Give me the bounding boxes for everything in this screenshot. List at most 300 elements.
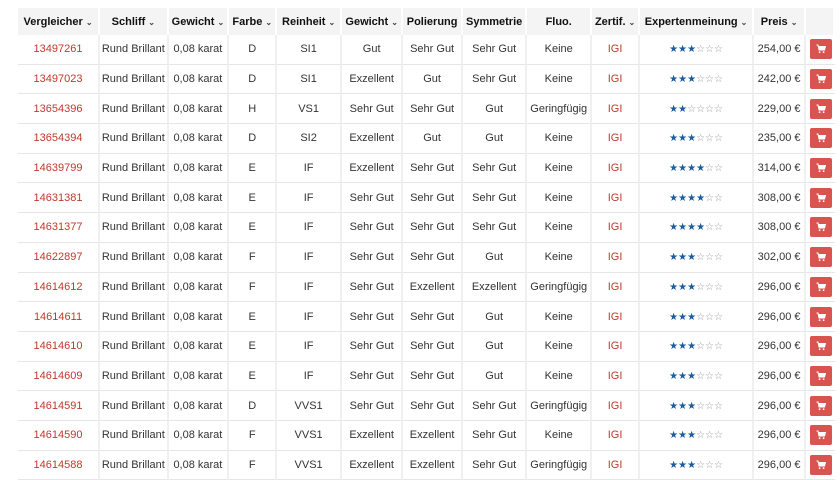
column-header-cut-grade[interactable] [342, 8, 404, 35]
symmetry-cell: Sehr Gut [463, 183, 528, 213]
star-filled-icon: ★ [678, 192, 688, 204]
weight-cell: 0,08 karat [169, 65, 229, 95]
column-header-cut[interactable] [100, 8, 169, 35]
star-empty-icon: ☆ [714, 74, 723, 86]
star-empty-icon: ☆ [696, 74, 706, 86]
clarity-cell: IF [277, 362, 342, 392]
star-empty-icon: ☆ [696, 400, 706, 412]
clarity-cell: SI2 [277, 124, 342, 154]
expert-rating-cell [640, 421, 754, 451]
column-header-price[interactable] [754, 8, 806, 35]
color-cell: E [229, 213, 277, 243]
add-to-cart-button[interactable] [810, 455, 832, 475]
add-to-cart-button[interactable] [810, 128, 832, 148]
expert-rating-cell [640, 451, 754, 480]
color-cell: E [229, 154, 277, 184]
star-empty-icon: ☆ [687, 103, 697, 115]
symmetry-cell: Gut [463, 332, 528, 362]
shopping-cart-icon [816, 133, 826, 143]
column-header-polish [403, 8, 462, 35]
expert-rating-cell [640, 35, 754, 65]
color-cell: F [229, 243, 277, 273]
expert-rating-cell [640, 65, 754, 95]
table-row[interactable] [18, 302, 835, 332]
polish-cell: Sehr Gut [403, 243, 462, 273]
action-cell [806, 273, 835, 303]
star-empty-icon: ☆ [696, 281, 706, 293]
certificate-link[interactable]: IGI [592, 332, 640, 362]
column-header-certificate[interactable] [592, 8, 640, 35]
column-header-label: Schliff [111, 15, 146, 28]
add-to-cart-button[interactable] [810, 366, 832, 386]
fluorescence-cell: Geringfügig [527, 273, 592, 303]
star-filled-icon: ★ [678, 311, 688, 323]
symmetry-cell: Exzellent [463, 273, 528, 303]
comparator-id-link[interactable]: 14614609 [18, 362, 100, 392]
table-row[interactable] [18, 35, 835, 65]
weight-cell: 0,08 karat [169, 302, 229, 332]
comparator-id-link[interactable]: 14631381 [18, 183, 100, 213]
comparator-id-link[interactable]: 14614611 [18, 302, 100, 332]
star-filled-icon: ★ [687, 459, 697, 471]
polish-cell: Sehr Gut [403, 183, 462, 213]
sort-caret-icon[interactable]: ⌄ [265, 17, 273, 27]
star-empty-icon: ☆ [705, 459, 714, 471]
star-empty-icon: ☆ [714, 222, 723, 234]
symmetry-cell: Sehr Gut [463, 35, 528, 65]
cut-cell: Rund Brillant [100, 391, 169, 421]
star-empty-icon: ☆ [714, 192, 723, 204]
color-cell: F [229, 273, 277, 303]
star-rating [669, 371, 723, 382]
add-to-cart-button[interactable] [810, 69, 832, 89]
action-cell [806, 213, 835, 243]
star-empty-icon: ☆ [705, 103, 714, 115]
expert-rating-cell [640, 273, 754, 303]
sort-caret-icon[interactable]: ⌄ [148, 17, 155, 27]
star-rating [669, 163, 723, 174]
star-filled-icon: ★ [687, 192, 697, 204]
color-cell: E [229, 332, 277, 362]
star-rating [669, 44, 723, 55]
star-filled-icon: ★ [678, 281, 688, 293]
column-header-label: Gewicht [345, 15, 389, 28]
star-empty-icon: ☆ [705, 311, 714, 323]
polish-cell: Sehr Gut [403, 391, 462, 421]
comparator-id-link[interactable]: 14614590 [18, 421, 100, 451]
comparator-id-link[interactable]: 13654394 [18, 124, 100, 154]
cut-cell: Rund Brillant [100, 213, 169, 243]
color-cell: F [229, 421, 277, 451]
table-row[interactable] [18, 124, 835, 154]
table-row[interactable] [18, 213, 835, 243]
column-header-clarity[interactable] [277, 8, 342, 35]
cut-cell: Rund Brillant [100, 421, 169, 451]
clarity-cell: IF [277, 243, 342, 273]
column-header-label: Farbe [232, 15, 263, 28]
action-cell [806, 421, 835, 451]
sort-caret-icon[interactable]: ⌄ [628, 17, 636, 27]
polish-cell: Exzellent [403, 421, 462, 451]
sort-caret-icon[interactable]: ⌄ [85, 17, 93, 27]
star-filled-icon: ★ [669, 430, 679, 442]
shopping-cart-icon [816, 371, 826, 381]
star-filled-icon: ★ [669, 341, 679, 353]
certificate-link[interactable]: IGI [592, 273, 640, 303]
star-filled-icon: ★ [687, 163, 697, 175]
clarity-cell: IF [277, 302, 342, 332]
sort-caret-icon[interactable]: ⌄ [740, 17, 748, 27]
star-filled-icon: ★ [687, 281, 697, 293]
cut-cell: Rund Brillant [100, 451, 169, 480]
star-rating [669, 460, 723, 471]
action-cell [806, 65, 835, 95]
table-header-row [18, 8, 835, 35]
star-rating [669, 74, 723, 85]
certificate-link[interactable]: IGI [592, 124, 640, 154]
star-empty-icon: ☆ [696, 341, 706, 353]
star-filled-icon: ★ [678, 252, 688, 264]
fluorescence-cell: Keine [527, 154, 592, 184]
color-cell: E [229, 302, 277, 332]
price-cell: 302,00 € [754, 243, 806, 273]
weight-cell: 0,08 karat [169, 451, 229, 480]
add-to-cart-button[interactable] [810, 188, 832, 208]
star-rating [669, 222, 723, 233]
cut-grade-cell: Sehr Gut [342, 391, 404, 421]
shopping-cart-icon [816, 74, 826, 84]
comparator-id-link[interactable]: 14614591 [18, 391, 100, 421]
action-cell [806, 332, 835, 362]
fluorescence-cell: Keine [527, 213, 592, 243]
star-filled-icon: ★ [669, 44, 679, 56]
shopping-cart-icon [816, 312, 826, 322]
table-row[interactable] [18, 421, 835, 451]
star-rating [669, 252, 723, 263]
shopping-cart-icon [816, 44, 826, 54]
clarity-cell: IF [277, 273, 342, 303]
cut-grade-cell: Sehr Gut [342, 213, 404, 243]
star-rating [669, 430, 723, 441]
symmetry-cell: Sehr Gut [463, 391, 528, 421]
column-header-comparator[interactable] [18, 8, 100, 35]
clarity-cell: IF [277, 213, 342, 243]
clarity-cell: SI1 [277, 65, 342, 95]
star-filled-icon: ★ [678, 341, 688, 353]
certificate-link[interactable]: IGI [592, 302, 640, 332]
cut-grade-cell: Sehr Gut [342, 94, 404, 124]
table-row[interactable] [18, 332, 835, 362]
sort-caret-icon[interactable]: ⌄ [217, 17, 225, 27]
table-row[interactable] [18, 362, 835, 392]
certificate-link[interactable]: IGI [592, 421, 640, 451]
column-header-label: Vergleicher [23, 15, 83, 28]
cut-grade-cell: Sehr Gut [342, 273, 404, 303]
clarity-cell: SI1 [277, 35, 342, 65]
star-filled-icon: ★ [678, 222, 688, 234]
add-to-cart-button[interactable] [810, 217, 832, 237]
star-empty-icon: ☆ [705, 370, 714, 382]
polish-cell: Sehr Gut [403, 94, 462, 124]
comparator-id-link[interactable]: 14622897 [18, 243, 100, 273]
star-filled-icon: ★ [678, 400, 688, 412]
column-header-action [806, 8, 835, 35]
star-empty-icon: ☆ [696, 459, 706, 471]
action-cell [806, 35, 835, 65]
star-filled-icon: ★ [678, 44, 688, 56]
star-filled-icon: ★ [678, 370, 688, 382]
weight-cell: 0,08 karat [169, 391, 229, 421]
weight-cell: 0,08 karat [169, 421, 229, 451]
table-row[interactable] [18, 451, 835, 480]
star-filled-icon: ★ [696, 192, 706, 204]
star-empty-icon: ☆ [714, 341, 723, 353]
star-filled-icon: ★ [669, 252, 679, 264]
price-cell: 296,00 € [754, 451, 806, 480]
action-cell [806, 154, 835, 184]
star-filled-icon: ★ [678, 74, 688, 86]
star-filled-icon: ★ [669, 133, 679, 145]
table-row[interactable] [18, 94, 835, 124]
clarity-cell: VVS1 [277, 421, 342, 451]
action-cell [806, 183, 835, 213]
star-empty-icon: ☆ [705, 222, 714, 234]
star-filled-icon: ★ [669, 74, 679, 86]
expert-rating-cell [640, 124, 754, 154]
star-empty-icon: ☆ [714, 252, 723, 264]
action-cell [806, 451, 835, 480]
sort-caret-icon[interactable]: ⌄ [790, 17, 798, 27]
expert-rating-cell [640, 213, 754, 243]
color-cell: D [229, 35, 277, 65]
certificate-link[interactable]: IGI [592, 243, 640, 273]
comparator-id-link[interactable]: 13497261 [18, 35, 100, 65]
add-to-cart-button[interactable] [810, 158, 832, 178]
cut-grade-cell: Exzellent [342, 421, 404, 451]
weight-cell: 0,08 karat [169, 273, 229, 303]
comparator-id-link[interactable]: 14614612 [18, 273, 100, 303]
star-empty-icon: ☆ [696, 252, 706, 264]
weight-cell: 0,08 karat [169, 94, 229, 124]
star-empty-icon: ☆ [705, 430, 714, 442]
polish-cell: Sehr Gut [403, 362, 462, 392]
cut-grade-cell: Sehr Gut [342, 332, 404, 362]
fluorescence-cell: Geringfügig [527, 391, 592, 421]
add-to-cart-button[interactable] [810, 336, 832, 356]
fluorescence-cell: Keine [527, 124, 592, 154]
fluorescence-cell: Keine [527, 302, 592, 332]
polish-cell: Sehr Gut [403, 302, 462, 332]
expert-rating-cell [640, 183, 754, 213]
star-empty-icon: ☆ [705, 400, 714, 412]
comparator-id-link[interactable]: 14639799 [18, 154, 100, 184]
weight-cell: 0,08 karat [169, 213, 229, 243]
star-empty-icon: ☆ [714, 281, 723, 293]
column-header-weight[interactable] [169, 8, 229, 35]
star-filled-icon: ★ [669, 281, 679, 293]
cut-cell: Rund Brillant [100, 302, 169, 332]
certificate-link[interactable]: IGI [592, 154, 640, 184]
polish-cell: Sehr Gut [403, 154, 462, 184]
star-empty-icon: ☆ [705, 192, 714, 204]
price-cell: 314,00 € [754, 154, 806, 184]
shopping-cart-icon [816, 430, 826, 440]
star-empty-icon: ☆ [714, 400, 723, 412]
certificate-link[interactable]: IGI [592, 65, 640, 95]
weight-cell: 0,08 karat [169, 154, 229, 184]
cut-cell: Rund Brillant [100, 154, 169, 184]
star-filled-icon: ★ [669, 370, 679, 382]
cut-cell: Rund Brillant [100, 124, 169, 154]
shopping-cart-icon [816, 460, 826, 470]
column-header-label: Symmetrie [466, 15, 523, 28]
polish-cell: Exzellent [403, 273, 462, 303]
star-filled-icon: ★ [687, 430, 697, 442]
action-cell [806, 94, 835, 124]
star-filled-icon: ★ [687, 44, 697, 56]
weight-cell: 0,08 karat [169, 332, 229, 362]
price-cell: 296,00 € [754, 362, 806, 392]
price-cell: 235,00 € [754, 124, 806, 154]
price-cell: 308,00 € [754, 183, 806, 213]
table-row[interactable] [18, 65, 835, 95]
star-filled-icon: ★ [696, 163, 706, 175]
table-row[interactable] [18, 273, 835, 303]
star-filled-icon: ★ [678, 163, 688, 175]
star-empty-icon: ☆ [705, 163, 714, 175]
color-cell: E [229, 183, 277, 213]
add-to-cart-button[interactable] [810, 396, 832, 416]
shopping-cart-icon [816, 104, 826, 114]
color-cell: F [229, 451, 277, 480]
column-header-label: Polierung [406, 15, 458, 28]
comparator-id-link[interactable]: 14614610 [18, 332, 100, 362]
action-cell [806, 362, 835, 392]
star-empty-icon: ☆ [714, 163, 723, 175]
column-header-label: Reinheit [282, 15, 326, 28]
add-to-cart-button[interactable] [810, 39, 832, 59]
price-cell: 254,00 € [754, 35, 806, 65]
expert-rating-cell [640, 362, 754, 392]
cut-grade-cell: Exzellent [342, 124, 404, 154]
star-empty-icon: ☆ [705, 133, 714, 145]
sort-caret-icon[interactable]: ⌄ [391, 17, 398, 27]
clarity-cell: IF [277, 332, 342, 362]
star-empty-icon: ☆ [705, 341, 714, 353]
price-cell: 296,00 € [754, 391, 806, 421]
star-filled-icon: ★ [687, 370, 697, 382]
certificate-link[interactable]: IGI [592, 35, 640, 65]
price-cell: 308,00 € [754, 213, 806, 243]
polish-cell: Sehr Gut [403, 332, 462, 362]
certificate-link[interactable]: IGI [592, 213, 640, 243]
star-filled-icon: ★ [669, 459, 679, 471]
star-rating [669, 193, 723, 204]
certificate-link[interactable]: IGI [592, 183, 640, 213]
cut-grade-cell: Gut [342, 35, 404, 65]
cut-grade-cell: Sehr Gut [342, 302, 404, 332]
column-header-label: Zertif. [594, 15, 626, 28]
expert-rating-cell [640, 154, 754, 184]
shopping-cart-icon [816, 341, 826, 351]
column-header-color[interactable] [229, 8, 277, 35]
star-empty-icon: ☆ [714, 370, 723, 382]
cut-cell: Rund Brillant [100, 35, 169, 65]
certificate-link[interactable]: IGI [592, 451, 640, 480]
color-cell: D [229, 65, 277, 95]
clarity-cell: VVS1 [277, 451, 342, 480]
add-to-cart-button[interactable] [810, 247, 832, 267]
table-row[interactable] [18, 183, 835, 213]
comparator-id-link[interactable]: 13654396 [18, 94, 100, 124]
column-header-expert-opinion[interactable] [640, 8, 754, 35]
star-empty-icon: ☆ [696, 430, 706, 442]
expert-rating-cell [640, 391, 754, 421]
diamond-results-table [18, 8, 835, 480]
star-filled-icon: ★ [678, 430, 688, 442]
fluorescence-cell: Geringfügig [527, 451, 592, 480]
table-row[interactable] [18, 154, 835, 184]
action-cell [806, 302, 835, 332]
star-filled-icon: ★ [678, 103, 688, 115]
star-filled-icon: ★ [669, 103, 679, 115]
clarity-cell: VVS1 [277, 391, 342, 421]
add-to-cart-button[interactable] [810, 307, 832, 327]
fluorescence-cell: Keine [527, 65, 592, 95]
cut-cell: Rund Brillant [100, 94, 169, 124]
clarity-cell: IF [277, 183, 342, 213]
star-filled-icon: ★ [669, 222, 679, 234]
table-row[interactable] [18, 243, 835, 273]
polish-cell: Sehr Gut [403, 213, 462, 243]
certificate-link[interactable]: IGI [592, 391, 640, 421]
color-cell: D [229, 391, 277, 421]
column-header-fluorescence [527, 8, 592, 35]
comparator-id-link[interactable]: 14614588 [18, 451, 100, 480]
table-row[interactable] [18, 391, 835, 421]
table-body [18, 35, 835, 480]
star-filled-icon: ★ [696, 222, 706, 234]
cut-cell: Rund Brillant [100, 243, 169, 273]
cut-cell: Rund Brillant [100, 362, 169, 392]
add-to-cart-button[interactable] [810, 277, 832, 297]
star-rating [669, 341, 723, 352]
weight-cell: 0,08 karat [169, 362, 229, 392]
add-to-cart-button[interactable] [810, 425, 832, 445]
polish-cell: Gut [403, 65, 462, 95]
star-filled-icon: ★ [687, 133, 697, 145]
star-empty-icon: ☆ [714, 430, 723, 442]
clarity-cell: IF [277, 154, 342, 184]
color-cell: H [229, 94, 277, 124]
certificate-link[interactable]: IGI [592, 362, 640, 392]
symmetry-cell: Gut [463, 302, 528, 332]
sort-caret-icon[interactable]: ⌄ [328, 17, 336, 27]
certificate-link[interactable]: IGI [592, 94, 640, 124]
price-cell: 296,00 € [754, 421, 806, 451]
comparator-id-link[interactable]: 14631377 [18, 213, 100, 243]
comparator-id-link[interactable]: 13497023 [18, 65, 100, 95]
star-filled-icon: ★ [678, 133, 688, 145]
weight-cell: 0,08 karat [169, 35, 229, 65]
cut-grade-cell: Exzellent [342, 154, 404, 184]
star-filled-icon: ★ [687, 222, 697, 234]
symmetry-cell: Sehr Gut [463, 65, 528, 95]
add-to-cart-button[interactable] [810, 99, 832, 119]
expert-rating-cell [640, 94, 754, 124]
shopping-cart-icon [816, 252, 826, 262]
fluorescence-cell: Keine [527, 362, 592, 392]
